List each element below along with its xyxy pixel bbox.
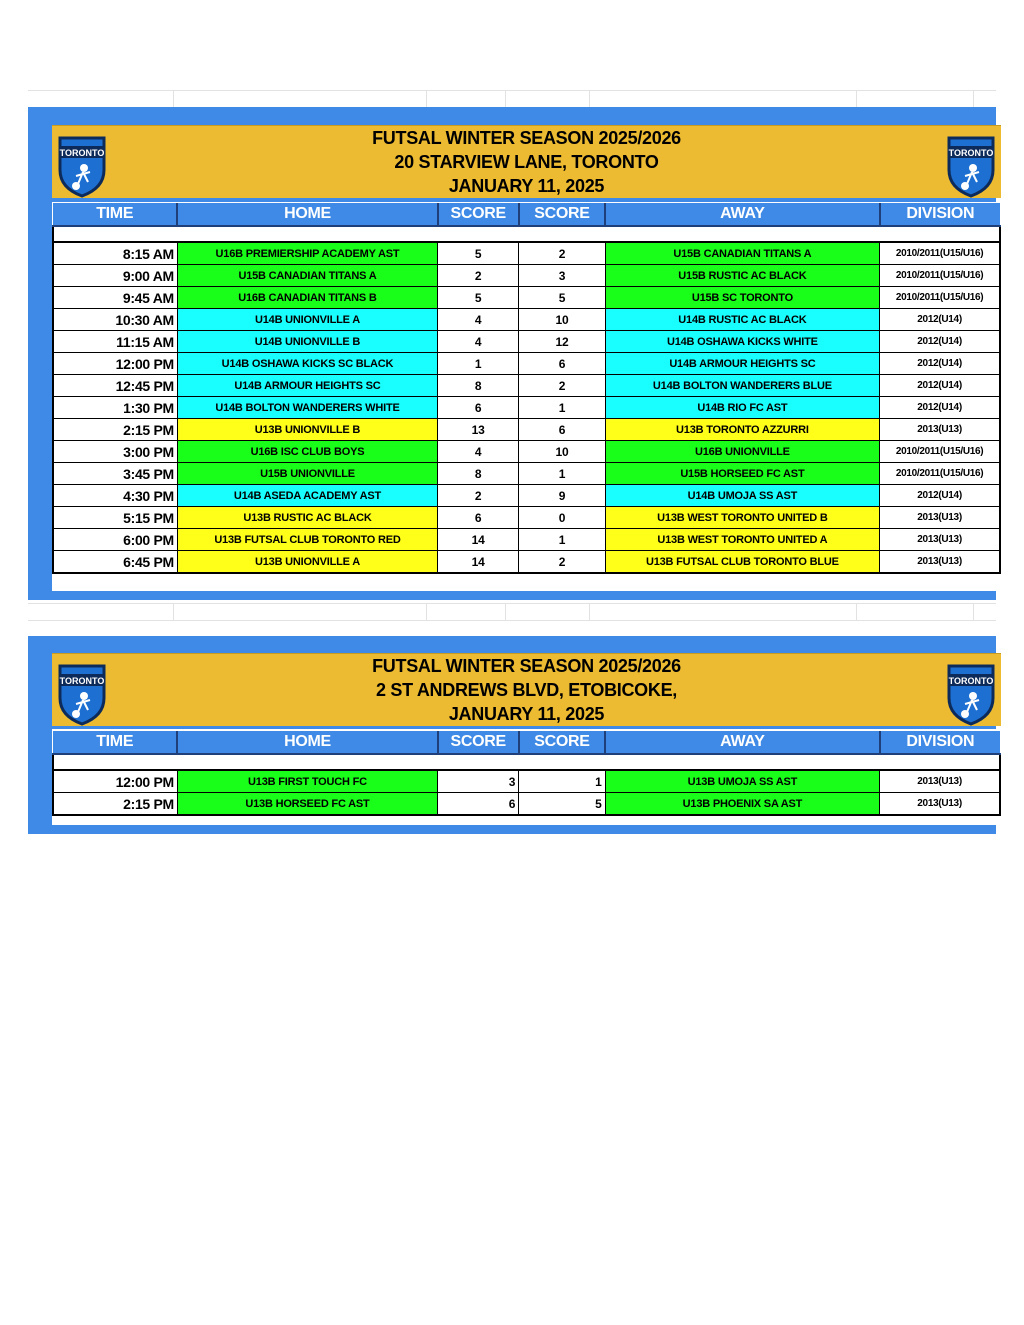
home-team: U14B UNIONVILLE B: [177, 331, 437, 353]
venue-title: 20 STARVIEW LANE, TORONTO: [394, 152, 659, 172]
home-score: 6: [438, 507, 519, 529]
home-score: 5: [438, 242, 519, 265]
home-team: U14B BOLTON WANDERERS WHITE: [177, 397, 437, 419]
col-time: TIME: [53, 731, 177, 754]
col-home-score: SCORE: [438, 203, 519, 226]
away-team: U14B BOLTON WANDERERS BLUE: [605, 375, 880, 397]
home-team: U13B FIRST TOUCH FC: [177, 770, 437, 793]
away-score: 2: [519, 375, 605, 397]
col-away-score: SCORE: [519, 731, 605, 754]
date-title: JANUARY 11, 2025: [448, 704, 605, 724]
home-team: U14B ARMOUR HEIGHTS SC: [177, 375, 437, 397]
match-row: [53, 463, 1000, 485]
division: 2010/2011(U15/U16): [880, 441, 1000, 463]
away-score: 5: [519, 793, 605, 816]
home-team: U14B ASEDA ACADEMY AST: [177, 485, 437, 507]
home-score: 2: [438, 485, 519, 507]
table-header-row: [53, 203, 1000, 226]
away-score: 6: [519, 419, 605, 441]
away-team: U13B PHOENIX SA AST: [605, 793, 880, 816]
title-band: [52, 653, 1001, 726]
away-team: U13B WEST TORONTO UNITED B: [605, 507, 880, 529]
away-team: U15B SC TORONTO: [605, 287, 880, 309]
home-team: U15B UNIONVILLE: [177, 463, 437, 485]
match-row: [53, 375, 1000, 397]
schedule-rows: [53, 754, 1000, 815]
division: 2013(U13): [880, 770, 1000, 793]
col-away: AWAY: [605, 203, 880, 226]
match-row: [53, 331, 1000, 353]
division: 2010/2011(U15/U16): [880, 463, 1000, 485]
match-row: [53, 551, 1000, 574]
division: 2012(U14): [880, 353, 1000, 375]
away-score: 10: [519, 441, 605, 463]
match-row: [53, 353, 1000, 375]
match-row: [53, 265, 1000, 287]
home-team: U14B OSHAWA KICKS SC BLACK: [177, 353, 437, 375]
home-score: 4: [438, 331, 519, 353]
home-team: U13B FUTSAL CLUB TORONTO RED: [177, 529, 437, 551]
sheet-gridline-top: [28, 90, 996, 108]
match-time: 9:00 AM: [53, 265, 177, 287]
match-time: 6:45 PM: [53, 551, 177, 574]
match-time: 2:15 PM: [53, 793, 177, 816]
division: 2010/2011(U15/U16): [880, 265, 1000, 287]
toronto-logo: [945, 132, 997, 198]
col-home: HOME: [177, 731, 437, 754]
home-team: U13B RUSTIC AC BLACK: [177, 507, 437, 529]
division: 2013(U13): [880, 529, 1000, 551]
home-score: 2: [438, 265, 519, 287]
match-time: 12:00 PM: [53, 353, 177, 375]
svg-text:TORONTO: TORONTO: [948, 148, 994, 158]
match-time: 11:15 AM: [53, 331, 177, 353]
schedule-panel-starview: [28, 107, 996, 600]
home-score: 4: [438, 441, 519, 463]
away-team: U15B RUSTIC AC BLACK: [605, 265, 880, 287]
svg-text:TORONTO: TORONTO: [59, 148, 105, 158]
home-team: U16B PREMIERSHIP ACADEMY AST: [177, 242, 437, 265]
away-team: U13B UMOJA SS AST: [605, 770, 880, 793]
home-score: 1: [438, 353, 519, 375]
col-home: HOME: [177, 203, 437, 226]
match-row: [53, 287, 1000, 309]
schedule-table: [52, 203, 1001, 574]
division: 2012(U14): [880, 485, 1000, 507]
match-row: [53, 309, 1000, 331]
date-title: JANUARY 11, 2025: [448, 176, 605, 196]
col-away-score: SCORE: [519, 203, 605, 226]
home-score: 14: [438, 551, 519, 574]
away-score: 0: [519, 507, 605, 529]
table-header-row: [53, 731, 1000, 754]
svg-text:TORONTO: TORONTO: [948, 676, 994, 686]
home-score: 13: [438, 419, 519, 441]
toronto-logo: [56, 132, 108, 198]
home-team: U15B CANADIAN TITANS A: [177, 265, 437, 287]
away-team: U15B CANADIAN TITANS A: [605, 242, 880, 265]
col-away: AWAY: [605, 731, 880, 754]
home-team: U13B UNIONVILLE B: [177, 419, 437, 441]
away-score: 3: [519, 265, 605, 287]
home-team: U16B ISC CLUB BOYS: [177, 441, 437, 463]
match-time: 10:30 AM: [53, 309, 177, 331]
home-score: 8: [438, 375, 519, 397]
match-row: [53, 397, 1000, 419]
schedule-rows: [53, 226, 1000, 573]
away-score: 10: [519, 309, 605, 331]
away-score: 5: [519, 287, 605, 309]
svg-text:TORONTO: TORONTO: [59, 676, 105, 686]
division: 2010/2011(U15/U16): [880, 242, 1000, 265]
col-division: DIVISION: [880, 731, 1000, 754]
match-row: [53, 419, 1000, 441]
home-score: 3: [438, 770, 519, 793]
home-team: U13B UNIONVILLE A: [177, 551, 437, 574]
away-team: U13B WEST TORONTO UNITED A: [605, 529, 880, 551]
away-score: 1: [519, 463, 605, 485]
home-score: 6: [438, 397, 519, 419]
col-division: DIVISION: [880, 203, 1000, 226]
away-score: 6: [519, 353, 605, 375]
away-team: U14B UMOJA SS AST: [605, 485, 880, 507]
toronto-logo: [945, 660, 997, 726]
title-band: [52, 125, 1001, 198]
toronto-logo: [56, 660, 108, 726]
page-title: [52, 654, 1001, 726]
away-score: 1: [519, 770, 605, 793]
season-title: FUTSAL WINTER SEASON 2025/2026: [372, 128, 681, 148]
away-score: 2: [519, 551, 605, 574]
home-score: 8: [438, 463, 519, 485]
home-score: 14: [438, 529, 519, 551]
match-time: 12:45 PM: [53, 375, 177, 397]
match-time: 1:30 PM: [53, 397, 177, 419]
division: 2013(U13): [880, 419, 1000, 441]
match-row: [53, 242, 1000, 265]
match-time: 2:15 PM: [53, 419, 177, 441]
match-row: [53, 529, 1000, 551]
division: 2012(U14): [880, 397, 1000, 419]
division: 2013(U13): [880, 507, 1000, 529]
match-row: [53, 441, 1000, 463]
away-score: 12: [519, 331, 605, 353]
match-row: [53, 770, 1000, 793]
match-time: 6:00 PM: [53, 529, 177, 551]
match-time: 4:30 PM: [53, 485, 177, 507]
home-team: U14B UNIONVILLE A: [177, 309, 437, 331]
away-team: U14B RIO FC AST: [605, 397, 880, 419]
away-team: U14B ARMOUR HEIGHTS SC: [605, 353, 880, 375]
match-time: 9:45 AM: [53, 287, 177, 309]
col-time: TIME: [53, 203, 177, 226]
match-row: [53, 485, 1000, 507]
match-time: 5:15 PM: [53, 507, 177, 529]
division: 2013(U13): [880, 551, 1000, 574]
division: 2012(U14): [880, 331, 1000, 353]
away-score: 1: [519, 397, 605, 419]
sheet-gridline-middle: [28, 603, 996, 621]
away-team: U13B FUTSAL CLUB TORONTO BLUE: [605, 551, 880, 574]
away-team: U15B HORSEED FC AST: [605, 463, 880, 485]
division: 2010/2011(U15/U16): [880, 287, 1000, 309]
match-time: 8:15 AM: [53, 242, 177, 265]
home-team: U16B CANADIAN TITANS B: [177, 287, 437, 309]
away-team: U14B RUSTIC AC BLACK: [605, 309, 880, 331]
match-time: 3:45 PM: [53, 463, 177, 485]
away-team: U13B TORONTO AZZURRI: [605, 419, 880, 441]
home-score: 6: [438, 793, 519, 816]
match-time: 3:00 PM: [53, 441, 177, 463]
home-team: U13B HORSEED FC AST: [177, 793, 437, 816]
venue-title: 2 ST ANDREWS BLVD, ETOBICOKE,: [376, 680, 677, 700]
home-score: 4: [438, 309, 519, 331]
away-team: U16B UNIONVILLE: [605, 441, 880, 463]
away-score: 1: [519, 529, 605, 551]
home-score: 5: [438, 287, 519, 309]
season-title: FUTSAL WINTER SEASON 2025/2026: [372, 656, 681, 676]
away-team: U14B OSHAWA KICKS WHITE: [605, 331, 880, 353]
schedule-table: [52, 731, 1001, 816]
page-title: [52, 126, 1001, 198]
match-row: [53, 793, 1000, 816]
col-home-score: SCORE: [438, 731, 519, 754]
division: 2012(U14): [880, 375, 1000, 397]
match-time: 12:00 PM: [53, 770, 177, 793]
match-row: [53, 507, 1000, 529]
division: 2012(U14): [880, 309, 1000, 331]
division: 2013(U13): [880, 793, 1000, 816]
away-score: 2: [519, 242, 605, 265]
schedule-panel-etobicoke: [28, 636, 996, 834]
away-score: 9: [519, 485, 605, 507]
